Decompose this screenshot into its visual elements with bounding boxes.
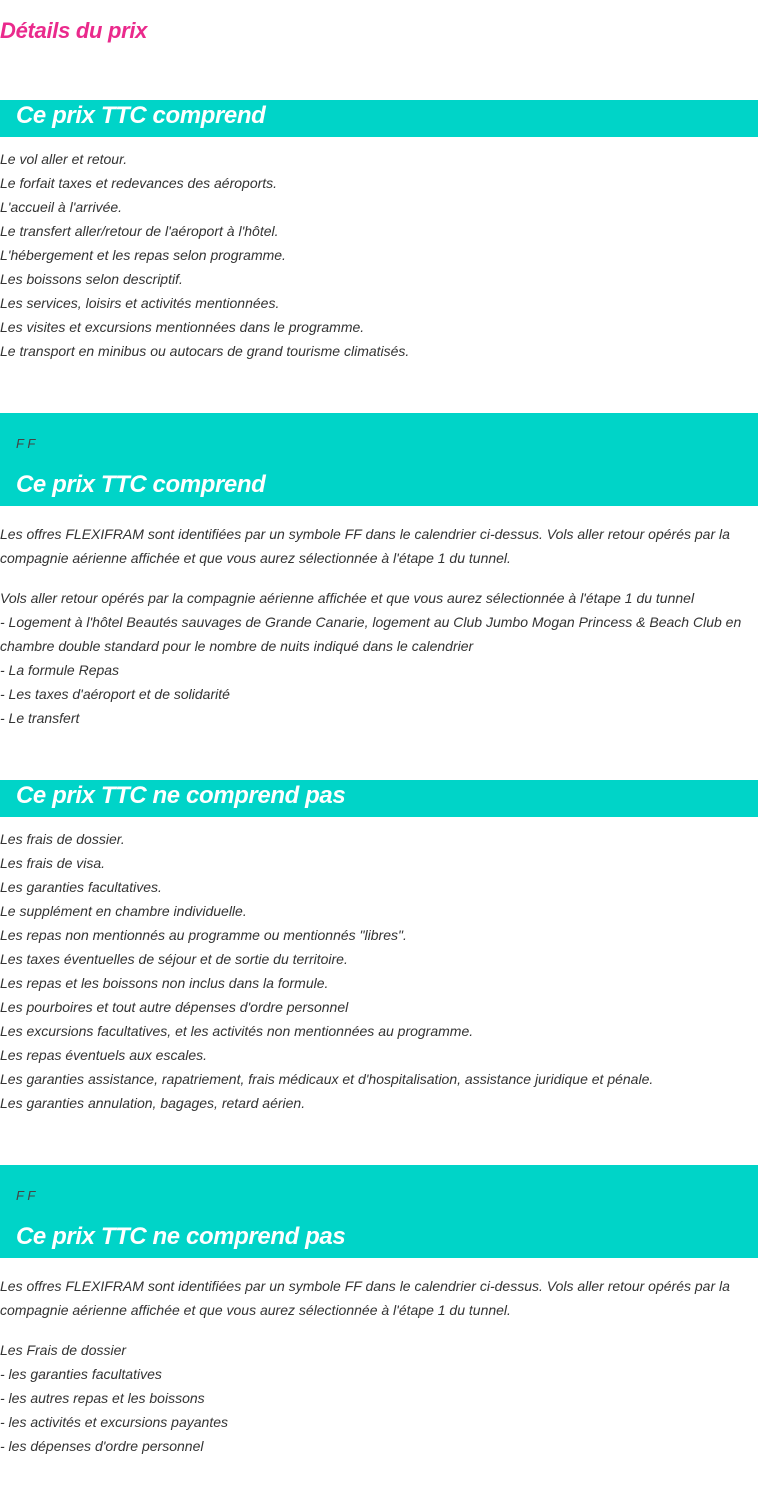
- list-item: Le transport en minibus ou autocars de grand tourisme climatisés.: [0, 343, 410, 359]
- section-title: Ce prix TTC ne comprend pas: [16, 1223, 346, 1250]
- list-item: Les pourboires et tout autre dépenses d'ordre personnel: [0, 999, 349, 1015]
- list-item: Les boissons selon descriptif.: [0, 271, 183, 287]
- list-item: - Logement à l'hôtel Beautés sauvages de Grande Canarie, logement au Club Jumbo Mogan Princess & Beach Club en chambre double standard pour le nombre de nuits indiqué dans le calendrier: [0, 614, 742, 654]
- section-title: Ce prix TTC comprend: [16, 471, 266, 498]
- flexifram-included-list: [0, 586, 756, 730]
- flexifram-intro: [0, 522, 756, 570]
- section-header-not-included: [0, 780, 758, 817]
- list-item: Les frais de dossier.: [0, 831, 125, 847]
- list-item: - les dépenses d'ordre personnel: [0, 1438, 204, 1454]
- intro-paragraph: Les offres FLEXIFRAM sont identifiées par un symbole FF dans le calendrier ci-dessus. Vols aller retour opérés par la compagnie aérienne affichée et que vous aurez sélectionnée à l'étape 1 du tunnel.: [0, 1278, 730, 1318]
- list-item: Les garanties assistance, rapatriement, frais médicaux et d'hospitalisation, assistance juridique et pénale.: [0, 1071, 654, 1087]
- list-item: Les visites et excursions mentionnées dans le programme.: [0, 319, 365, 335]
- list-item: Les repas non mentionnés au programme ou mentionnés "libres".: [0, 927, 407, 943]
- list-item: Les services, loisirs et activités mentionnées.: [0, 295, 280, 311]
- flexifram-not-included-list: [0, 1338, 756, 1458]
- ff-tag: F F: [16, 436, 36, 451]
- list-item: - Les taxes d'aéroport et de solidarité: [0, 686, 230, 702]
- list-item: L'accueil à l'arrivée.: [0, 199, 123, 215]
- ff-tag: F F: [16, 1188, 36, 1203]
- section-header-flexifram-not-included: [0, 1165, 758, 1258]
- list-item: Le forfait taxes et redevances des aéroports.: [0, 175, 278, 191]
- page-title: Détails du prix: [0, 18, 148, 43]
- list-item: Les repas éventuels aux escales.: [0, 1047, 208, 1063]
- list-item: - La formule Repas: [0, 662, 120, 678]
- section-title: Ce prix TTC ne comprend pas: [16, 782, 346, 809]
- flexifram-intro: [0, 1274, 756, 1322]
- section-header-included: [0, 100, 758, 137]
- list-item: L'hébergement et les repas selon programme.: [0, 247, 286, 263]
- included-list: [0, 147, 756, 363]
- section-title: Ce prix TTC comprend: [16, 102, 266, 129]
- list-item: Les Frais de dossier: [0, 1342, 127, 1358]
- list-item: - les garanties facultatives: [0, 1366, 162, 1382]
- not-included-list: [0, 827, 756, 1115]
- list-item: Les excursions facultatives, et les activités non mentionnées au programme.: [0, 1023, 474, 1039]
- list-item: Vols aller retour opérés par la compagnie aérienne affichée et que vous aurez sélectionnée à l'étape 1 du tunnel: [0, 590, 695, 606]
- list-item: - les autres repas et les boissons: [0, 1390, 205, 1406]
- list-item: Les garanties annulation, bagages, retard aérien.: [0, 1095, 306, 1111]
- list-item: Les taxes éventuelles de séjour et de sortie du territoire.: [0, 951, 348, 967]
- section-header-flexifram-included: [0, 413, 758, 506]
- list-item: Les frais de visa.: [0, 855, 106, 871]
- list-item: - Le transfert: [0, 710, 80, 726]
- intro-paragraph: Les offres FLEXIFRAM sont identifiées par un symbole FF dans le calendrier ci-dessus. Vols aller retour opérés par la compagnie aérienne affichée et que vous aurez sélectionnée à l'étape 1 du tunnel.: [0, 526, 730, 566]
- list-item: - les activités et excursions payantes: [0, 1414, 228, 1430]
- list-item: Le vol aller et retour.: [0, 151, 128, 167]
- list-item: Les garanties facultatives.: [0, 879, 162, 895]
- list-item: Le supplément en chambre individuelle.: [0, 903, 247, 919]
- list-item: Le transfert aller/retour de l'aéroport à l'hôtel.: [0, 223, 279, 239]
- list-item: Les repas et les boissons non inclus dans la formule.: [0, 975, 329, 991]
